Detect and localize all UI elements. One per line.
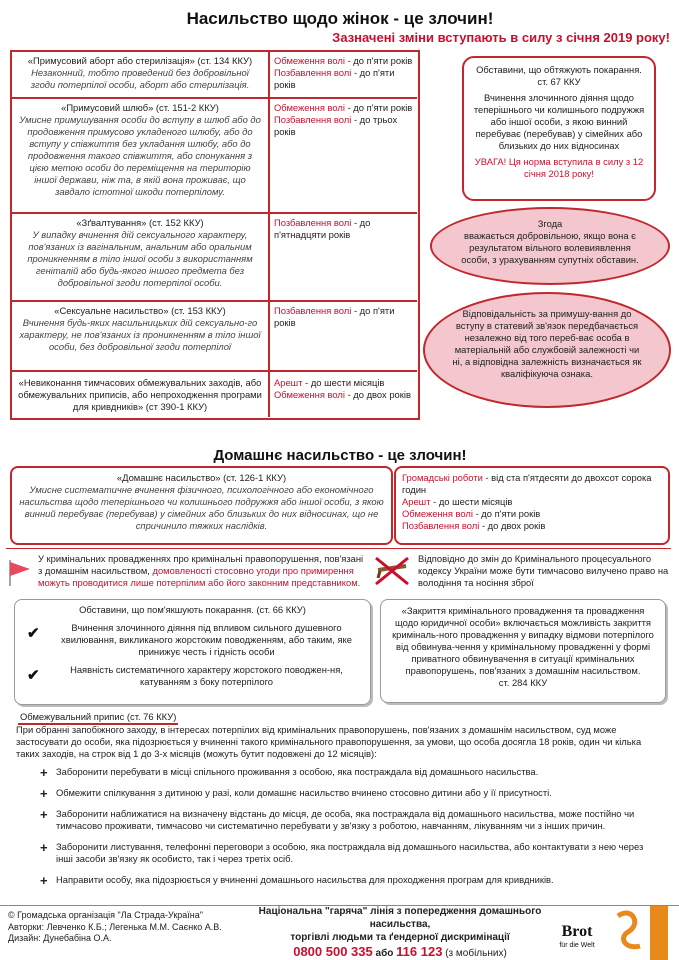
- penalty-type: Обмеження волі: [402, 508, 473, 520]
- list-item: [30, 766, 650, 778]
- crime-row-rape: [12, 214, 417, 302]
- copyright: © Громадська організація "Ла Страда-Україна": [8, 910, 203, 920]
- page-title: Насильство щодо жінок - це злочин!: [186, 9, 494, 28]
- crime-title: «Зґвалтування» (ст. 152 ККУ): [76, 217, 204, 228]
- crime-row-sexual-violence: [12, 302, 417, 372]
- consent-title: Згода: [537, 218, 563, 229]
- designer: Дизайн: Дунебабіна О.А.: [8, 933, 112, 944]
- list-item: [30, 841, 650, 865]
- hotline-phone: 0800 500 335: [293, 944, 373, 960]
- penalty-type: Обмеження волі: [274, 389, 345, 401]
- checkmark-icon: ✔: [27, 667, 40, 685]
- crime-row-noncompliance: [12, 372, 417, 417]
- la-strada-logo: [612, 906, 668, 960]
- brot-logo-sub: für die Welt: [559, 942, 595, 950]
- list-item: [30, 786, 650, 802]
- consent-oval: [430, 207, 670, 285]
- brot-logo: [548, 922, 606, 951]
- list-item-text: Заборонити листування, телефонні переговори з особою, яка постраждала від домашнього насильства, або контактувати з нею через інші засоби зв'язку як особисто, так і через третіх осіб.: [56, 841, 644, 865]
- section-title-domestic: Домашнє насильство - це злочин!: [213, 447, 467, 464]
- plus-icon: +: [40, 786, 48, 802]
- flag-icon: [6, 558, 32, 588]
- closure-article: ст. 284 ККУ: [498, 677, 548, 689]
- authors: Авторки: Левченко К.Б.; Легенька М.М. Саєнко А.В.: [8, 921, 222, 932]
- penalty-term: - до двох років: [479, 520, 546, 532]
- restraining-order-list: [30, 766, 650, 895]
- brot-logo-name: Brot: [561, 923, 593, 940]
- crime-row-forced-marriage: [12, 99, 417, 214]
- list-item-text: Заборонити перебувати в місці спільного проживання з особою, яка постраждала від домашнього насильства.: [56, 766, 539, 777]
- hotline-phone-mobile: 116 123: [396, 944, 443, 960]
- reconciliation-red-text: домовленості стосовно угоди про примирення можуть проводитися лише потерпілим або його законним представником.: [38, 565, 361, 589]
- penalty-type: Обмеження волі: [274, 102, 345, 113]
- crime-title: «Невиконання тимчасових обмежувальних заходів, або обмежувальних приписів, або непроходження програми для кривдників» (ст 390-1 ККУ): [18, 377, 262, 413]
- weapon-note: Відповідно до змін до Кримінального процесуального кодексу України може бути тимчасово вилучено право на володіння та носіння зброї: [418, 553, 669, 589]
- crime-desc: Незаконний, тобто проведений без добровільної згоди потерпілої особи, аборт або стерилізація.: [30, 67, 250, 91]
- reconciliation-note: [38, 553, 368, 589]
- aggravating-title: Обставини, що обтяжують покарання. ст. 67 ККУ: [476, 64, 642, 88]
- crime-desc: Вчинення будь-яких насильницьких дій сексуально-го характеру, не пов'язаних із проникненням в тіло іншої особи, без добровільної згоди потерпілої: [19, 317, 261, 353]
- penalty-term: - до шести місяців: [302, 377, 385, 388]
- penalty-term: - до п'яти років: [472, 508, 541, 520]
- aggravating-body: Вчинення злочинного діяння щодо теперішнього чи колишнього подружжя або іншої особи, з якою винний перебуває (перебував) у сімейних або близьких до них відносинах: [473, 92, 645, 152]
- reconciliation-text: У кримінальних провадженнях про кримінальні правопорушення, пов'язані з домашнім насильством,: [38, 553, 364, 577]
- penalty-type: Арешт: [274, 377, 303, 388]
- list-item: [23, 622, 362, 658]
- penalty-term: - до трьох років: [274, 114, 398, 138]
- checkmark-icon: ✔: [27, 625, 40, 643]
- penalty-term: - до п'яти років: [344, 102, 413, 113]
- plus-icon: +: [40, 765, 48, 780]
- domestic-desc: Умисне систематичне вчинення фізичного, психологічного або економічного насильства щодо теперішнього чи колишнього подружжя або іншої особи, з якою винний перебуває (перебував) у сімейних або близьких до них відносинах, що не спричинило тяжких наслідків.: [19, 484, 384, 532]
- crime-title: «Сексуальне насильство» (ст. 153 ККУ): [54, 305, 226, 316]
- penalty-term: - до п'яти років: [274, 305, 395, 329]
- penalty-type: Позбавлення волі: [274, 114, 352, 126]
- penalty-type: Обмеження волі: [274, 55, 345, 66]
- penalty-term: - до шести місяців: [430, 496, 513, 508]
- crime-desc: Умисне примушування особи до вступу в шлюб або до продовження примусово укладеного шлюбу, або до вступу у співжиття без укладання шлюбу, або до продовження такого співжиття, або спонукання з цією метою особи до переміщення на територію іншої держави, ніж та, в якій вона проживає, що завдало істотної шкоди потерпілому.: [19, 114, 261, 198]
- aggravating-circumstances-box: [462, 56, 656, 201]
- penalty-type: Позбавлення волі: [274, 305, 352, 316]
- list-item-text: Обмежити спілкування з дитиною у разі, коли домашнє насильство вчинено стосовно дитини або у її присутності.: [56, 787, 552, 799]
- crimes-table: [10, 50, 420, 420]
- list-item-text: Наявність систематичного характеру жорстокого поводжен-ня, катуванням з боку потерпілого: [70, 664, 343, 688]
- penalty-term: - до двох років: [344, 389, 411, 401]
- penalty-type: Арешт: [402, 496, 431, 508]
- penalty-type: Позбавлення волі: [274, 67, 352, 79]
- penalty-type: Позбавлення волі: [402, 520, 480, 532]
- list-item-text: Заборонити наближатися на визначену відстань до місця, де особа, яка постраждала від домашнього насильства, може постійно чи тимчасово проживати, тимчасово чи систематично перебувати у зв'язку з роботою, навчанням, лікуванням чи з інших причин.: [56, 808, 635, 832]
- penalty-term: - до п'яти років: [344, 55, 413, 66]
- domestic-article-box: [10, 466, 393, 545]
- crime-desc: У випадку вчинення дій сексуального характеру, пов'язаних із вагінальним, анальним або оральним проникненням в тіло іншої особи з використанням геніталій або будь-якого іншого предмета без добровільної згоди потерпілої особи.: [27, 229, 253, 289]
- aggravating-note: УВАГА! Ця норма вступила в силу з 12 січня 2018 року!: [474, 156, 644, 180]
- no-weapon-icon: [372, 556, 414, 586]
- penalty-type: Громадські роботи: [402, 472, 483, 483]
- domestic-article: «Домашнє насильство» (ст. 126-1 ККУ): [116, 472, 287, 483]
- consent-body: вважається добровільною, якщо вона є результатом вільного волевиявлення особи, з урахуванням супутніх обставин.: [461, 230, 639, 266]
- domestic-penalties-box: [394, 466, 670, 545]
- penalty-term: - до п'ятнадцяти років: [274, 217, 371, 241]
- mitigating-title: Обставини, що пом'якшують покарання. (ст. 66 ККУ): [79, 604, 306, 615]
- liability-body: Відповідальність за примушу-вання до вступу в статевий зв'язок передбачається незалежно від того переб-ває особа в матеріальній або службовій залежності чи ні, а відповідна залежність визначається як кваліфікуюча ознака.: [452, 308, 642, 380]
- hotline-line1: Національна "гаряча" лінія з попередження домашнього насильства,: [258, 906, 542, 930]
- mitigating-circumstances-box: [14, 599, 371, 705]
- penalty-term: - до п'яти років: [274, 67, 395, 91]
- list-item: [30, 873, 650, 889]
- hotline-info: [240, 906, 560, 960]
- plus-icon: +: [40, 840, 48, 856]
- hotline-phone-note: (з мобільних): [442, 948, 507, 960]
- crime-title: «Примусовий аборт або стерилізація» (ст. 134 ККУ): [27, 55, 253, 66]
- hotline-or: або: [372, 948, 397, 960]
- restraining-order-intro: При обранні запобіжного заходу, в інтересах потерпілих від кримінальних правопорушень, пов'язаних з домашнім насильством, суд може застосувати до особи, яка підозрюється у вчиненні такого кримінального правопорушення, за умови, що особа досягла 18 років, один чи кілька таких заходів, на строк від 1 до 3-х місяців (можуть бутит подовжені до 12 місяців):: [16, 724, 642, 760]
- crime-title: «Примусовий шлюб» (ст. 151-2 ККУ): [61, 102, 219, 113]
- divider: [6, 548, 671, 549]
- hotline-line2: торгівлі людьми та ґендерної дискримінації: [290, 931, 510, 943]
- page-subtitle: Зазначені зміни вступають в силу з січня 2019 року!: [332, 30, 670, 45]
- penalty-term: - від ста п'ятдесяти до двохсот сорока годин: [402, 472, 652, 496]
- plus-icon: +: [40, 807, 48, 823]
- list-item-text: Вчинення злочинного діяння під впливом сильного душевного хвилювання, викликаного жорстоким поводженням, або таким, яке принижує честь і гідність особи: [61, 622, 352, 658]
- plus-icon: +: [40, 873, 48, 889]
- list-item-text: Направити особу, яка підозрюється у вчиненні домашнього насильства для проходження програм для кривдників.: [56, 874, 554, 886]
- list-item: [30, 808, 650, 832]
- footer-credits: [8, 910, 268, 945]
- liability-oval: [423, 292, 671, 408]
- restraining-order-title: Обмежувальний припис (ст. 76 ККУ): [18, 711, 178, 725]
- closure-body: «Закриття кримінального провадження та провадження щодо юридичної особи» включається можливість закриття криміналь-ного провадження у випадку відмови потерпілого від обвинува-чення у кримінальному провадженні у формі приватного обвинувачення в ситуації кримінальних правопорушень, пов'язаних з домашнім насильством.: [392, 605, 654, 677]
- crime-row-abortion: [12, 52, 417, 99]
- case-closure-box: [380, 599, 666, 703]
- list-item: [23, 664, 362, 688]
- penalty-type: Позбавлення волі: [274, 217, 352, 228]
